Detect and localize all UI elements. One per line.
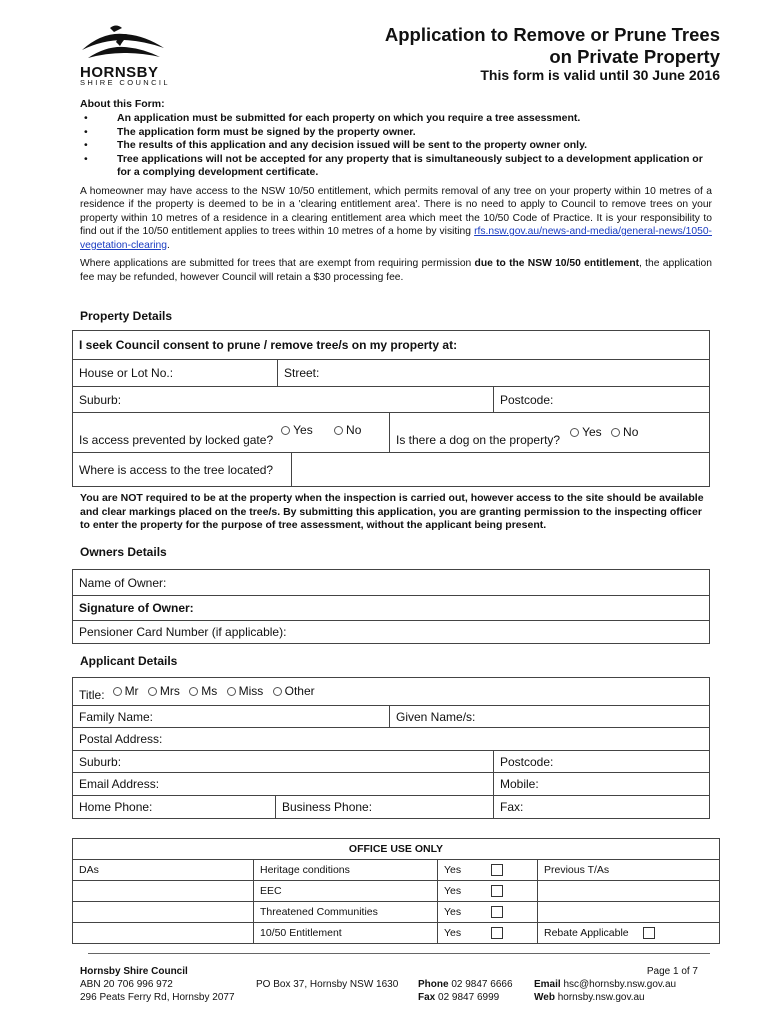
footer-contact (534, 965, 698, 1004)
rfs-link[interactable]: rfs.nsw.gov.au/news-and-media/general-news/1050-vegetation-clearing (80, 226, 712, 251)
valid-until-text: This form is valid until 30 June 2016 (480, 67, 720, 83)
title-ms-radio[interactable] (189, 687, 198, 696)
access-location-field[interactable] (291, 453, 709, 486)
rebate-label: Rebate Applicable (544, 927, 629, 939)
rebate-cell (537, 923, 719, 943)
gate-no-radio[interactable] (334, 426, 343, 435)
eec-checkbox[interactable] (491, 885, 503, 897)
given-name-label: Given Name/s: (396, 709, 476, 724)
footer-phone: 02 9847 6666 (451, 979, 513, 990)
dog-no-radio[interactable] (611, 428, 620, 437)
office-yes-cell (437, 860, 537, 880)
owner-signature-field[interactable] (73, 596, 709, 620)
footer-phone-label: Phone (418, 979, 449, 990)
suburb-label: Suburb: (79, 392, 122, 407)
pensioner-card-label: Pensioner Card Number (if applicable): (79, 625, 287, 639)
postcode-field[interactable] (493, 387, 709, 412)
previous-tas-label: Previous T/As (537, 860, 719, 880)
about-heading: About this Form: (80, 98, 165, 110)
office-yes-cell (437, 902, 537, 922)
owners-details-heading: Owners Details (80, 545, 167, 559)
das-label: DAs (79, 864, 99, 876)
heritage-checkbox[interactable] (491, 864, 503, 876)
logo-name: HORNSBY (80, 64, 159, 81)
mobile-label: Mobile: (500, 777, 539, 791)
fax-label: Fax: (500, 800, 524, 814)
dog-yes-label: Yes (582, 425, 602, 439)
dog-label: Is there a dog on the property? (396, 433, 561, 447)
footer-fax-label: Fax (418, 992, 436, 1003)
owner-name-label: Name of Owner: (79, 575, 167, 590)
footer-council (80, 965, 235, 1004)
bullet-item: • Tree applications will not be accepted for any property that is simultaneously subject to a development application or for a complying development certificate. (80, 153, 712, 180)
email-label: Email Address: (79, 777, 160, 791)
mobile-field[interactable] (493, 773, 709, 795)
suburb-field[interactable] (73, 387, 493, 412)
entitlement-paragraph (80, 185, 712, 253)
gate-no-label: No (346, 423, 362, 437)
das-cell (73, 923, 253, 943)
postal-address-label: Postal Address: (79, 732, 163, 746)
footer-page-number: Page 1 of 7 (646, 966, 698, 977)
consent-label: I seek Council consent to prune / remove tree/s on my property at: (79, 338, 458, 352)
footer-address: 296 Peats Ferry Rd, Hornsby 2077 (80, 992, 235, 1003)
office-use-heading: OFFICE USE ONLY (348, 843, 444, 855)
title-other-radio[interactable] (273, 687, 282, 696)
title-line-1: Application to Remove or Prune Trees (384, 24, 720, 45)
owner-name-field[interactable] (73, 570, 709, 595)
owner-signature-label: Signature of Owner: (79, 601, 194, 615)
email-field[interactable] (73, 773, 493, 795)
locked-gate-cell (73, 413, 389, 452)
office-yes-cell (437, 923, 537, 943)
footer-web[interactable]: hornsby.nsw.gov.au (557, 992, 645, 1003)
threatened-checkbox[interactable] (491, 906, 503, 918)
refund-paragraph (80, 257, 712, 284)
footer-phone-fax (418, 978, 513, 1004)
street-label: Street: (284, 366, 320, 380)
given-name-field[interactable] (389, 706, 709, 727)
applicant-details-heading: Applicant Details (80, 654, 178, 668)
applicant-suburb-label: Suburb: (79, 754, 122, 769)
pensioner-card-field[interactable] (73, 621, 709, 643)
house-lot-field[interactable] (73, 360, 277, 386)
logo-subtitle: SHIRE COUNCIL (80, 78, 170, 87)
inspection-notice: You are NOT required to be at the property when the inspection is carried out, however access to the site should be available and clear markings placed on the tree/s. By submitting this application, you are granting permission to the inspecting officer to enter the property for the purpose of tree assessment, without the applicant being present. (80, 492, 704, 531)
title-mr-label: Mr (124, 684, 139, 698)
office-row-label: EEC (253, 881, 437, 901)
title-ms-label: Ms (201, 684, 218, 698)
office-row-label: Threatened Communities (253, 902, 437, 922)
refund-text-bold: due to the NSW 10/50 entitlement (474, 258, 640, 269)
about-section (80, 98, 712, 284)
gate-yes-radio[interactable] (281, 426, 290, 435)
business-phone-field[interactable] (275, 796, 493, 818)
footer-abn: ABN 20 706 996 972 (80, 979, 173, 990)
previous-tas-cell (537, 902, 719, 922)
title-miss-label: Miss (238, 684, 264, 698)
entitlement-text: A homeowner may have access to the NSW 10/50 entitlement, which permits removal of any tree on your property within 10 metres of a residence if the property is deemed to be in a 'clearing entitlement area'. There is no need to apply to Council to remove trees on your property within 10 metres of a residence in a clearing entitlement area which meet the 10/50 Code of Practice. It is your responsibility to find out if the 10/50 entitlement applies to trees within 10 metres of a home by visiting (80, 185, 712, 237)
title-mrs-radio[interactable] (148, 687, 157, 696)
previous-tas-cell (537, 881, 719, 901)
title-line-2: on Private Property (549, 46, 720, 67)
postal-address-field[interactable] (73, 728, 709, 750)
title-mrs-label: Mrs (159, 684, 180, 698)
applicant-postcode-field[interactable] (493, 751, 709, 772)
rebate-checkbox[interactable] (643, 927, 655, 939)
footer-email-label: Email (534, 979, 561, 990)
title-other-label: Other (284, 684, 315, 698)
office-row-label: 10/50 Entitlement (253, 923, 437, 943)
home-phone-label: Home Phone: (79, 800, 153, 814)
property-details-heading: Property Details (80, 309, 173, 323)
applicant-postcode-label: Postcode: (500, 754, 554, 769)
footer-council-name: Hornsby Shire Council (80, 966, 188, 977)
applicant-suburb-field[interactable] (73, 751, 493, 772)
about-bullets (80, 112, 712, 180)
owners-details-table (72, 569, 710, 644)
office-use-table (72, 838, 720, 944)
house-lot-label: House or Lot No.: (79, 366, 174, 380)
access-location-cell (73, 453, 291, 486)
office-yes-label: Yes (444, 885, 462, 897)
entitlement-end: . (167, 239, 170, 251)
das-cell (73, 881, 253, 901)
dog-no-label: No (623, 425, 639, 439)
title-cell (73, 678, 709, 705)
title-mr-radio[interactable] (113, 687, 122, 696)
office-yes-label: Yes (444, 906, 462, 918)
street-field[interactable] (277, 360, 709, 386)
bullet-item: • An application must be submitted for each property on which you require a tree assessment. (80, 112, 712, 126)
office-yes-label: Yes (444, 927, 462, 939)
access-location-label: Where is access to the tree located? (79, 462, 274, 477)
family-name-field[interactable] (73, 706, 389, 727)
footer-web-label: Web (534, 992, 555, 1003)
refund-text-a: Where applications are submitted for trees that are exempt from requiring permission (80, 258, 472, 269)
dog-yes-radio[interactable] (570, 428, 579, 437)
bullet-item: • The results of this application and any decision issued will be sent to the property owner only. (80, 139, 712, 153)
applicant-details-table (72, 677, 710, 819)
footer-divider (88, 953, 710, 954)
title-label: Title: (79, 688, 105, 702)
entitlement-checkbox[interactable] (491, 927, 503, 939)
business-phone-label: Business Phone: (282, 800, 373, 814)
locked-gate-label: Is access prevented by locked gate? (79, 433, 274, 447)
postcode-label: Postcode: (500, 392, 554, 407)
office-yes-label: Yes (444, 864, 462, 876)
property-details-table (72, 330, 710, 487)
das-cell (73, 902, 253, 922)
home-phone-field[interactable] (73, 796, 275, 818)
footer-fax: 02 9847 6999 (438, 992, 500, 1003)
bullet-item: • The application form must be signed by the property owner. (80, 126, 712, 140)
fax-field[interactable] (493, 796, 709, 818)
office-yes-cell (437, 881, 537, 901)
family-name-label: Family Name: (79, 709, 154, 724)
gate-yes-label: Yes (293, 423, 313, 437)
refund-text-b: , the application fee may be refunded, however Council will retain a $30 processing fee. (80, 258, 712, 283)
page-title (385, 24, 720, 68)
dog-cell (389, 413, 709, 452)
title-miss-radio[interactable] (227, 687, 236, 696)
footer-po-box: PO Box 37, Hornsby NSW 1630 (256, 979, 399, 990)
footer-email[interactable]: hsc@hornsby.nsw.gov.au (563, 979, 677, 990)
office-row-label: Heritage conditions (253, 860, 437, 880)
